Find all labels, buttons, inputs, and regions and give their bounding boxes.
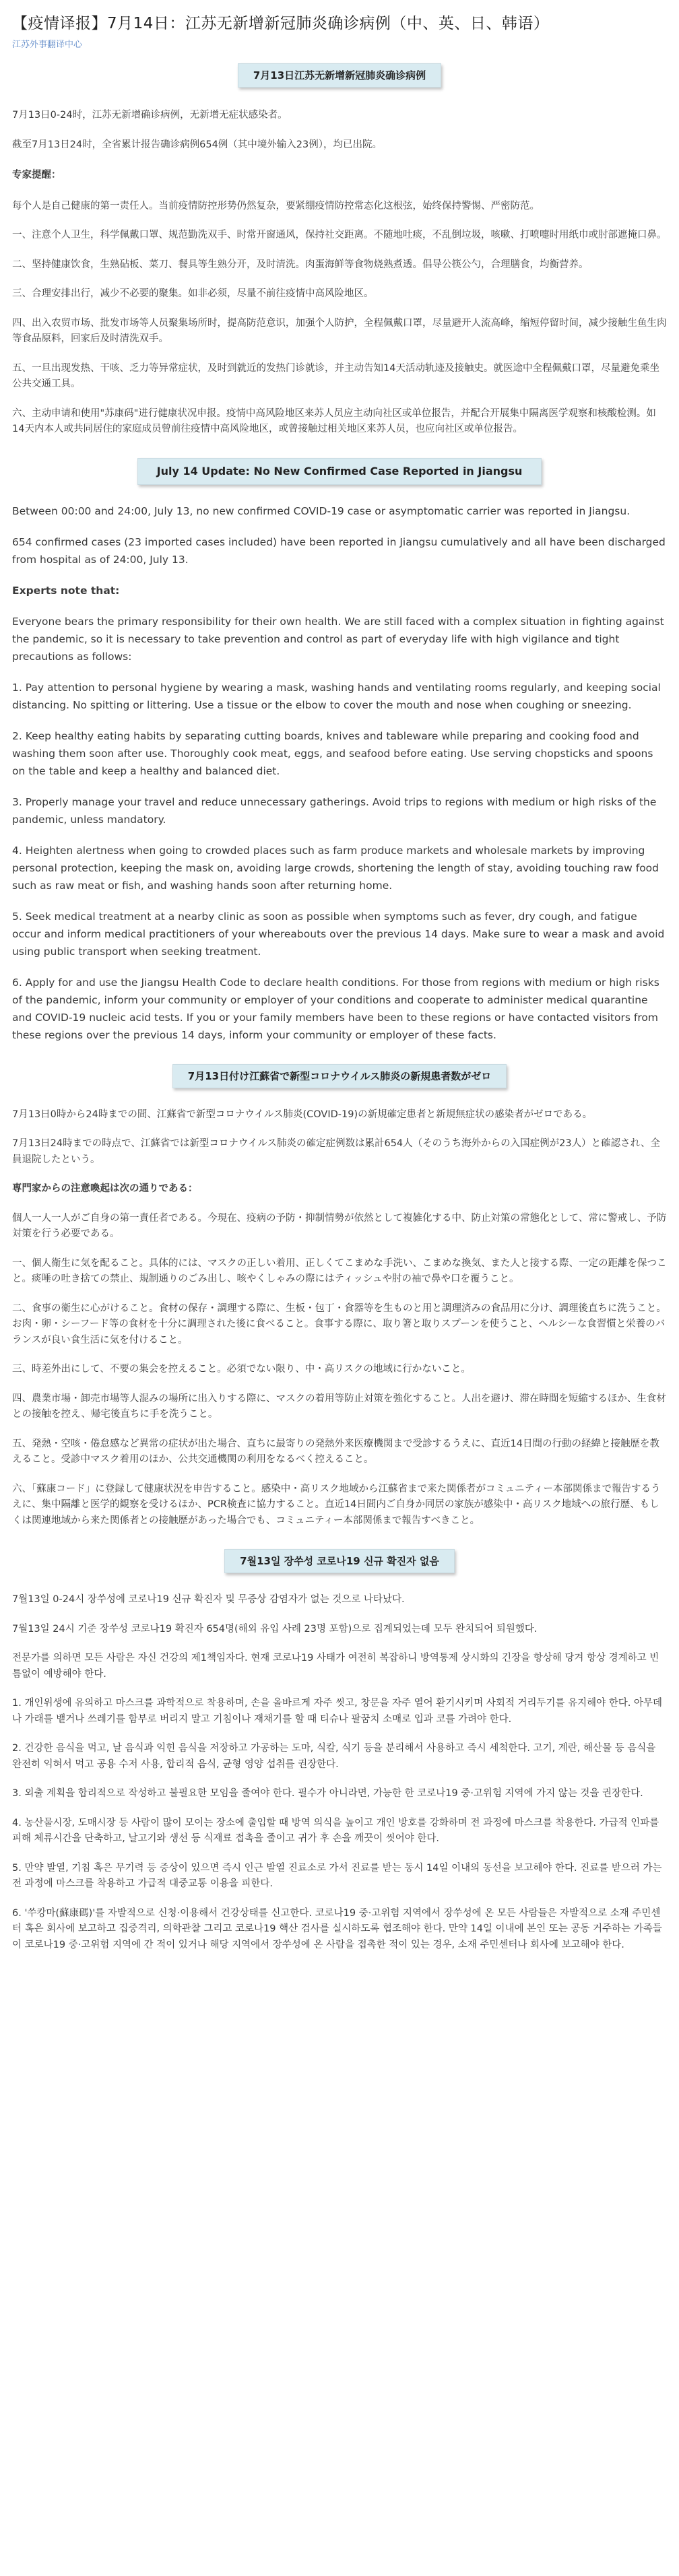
ko-paragraph-1: 7월13일 0-24시 장쑤성에 코로나19 신규 확진자 및 무증상 감염자가 없는 것으로 나타났다.: [12, 1594, 405, 1605]
ja-item-4: 四、農業市場・卸売市場等人混みの場所に出入りする際に、マスクの着用等防止対策を強化すること。人出を避け、滞在時間を短縮するほか、生食材との接触を控え、帰宅後直ちに手を洗うこと。: [12, 1393, 666, 1420]
ja-expert-label: 専門家からの注意喚起は次の通りである：: [12, 1183, 198, 1194]
en-item-1: 1. Pay attention to personal hygiene by wearing a mask, washing hands and ventilating rooms regularly, and keeping social distancing. No spitting or littering. Use a tissue or the elbow to cover the mouth and nose when coughing or sneezing.: [12, 681, 661, 711]
zh-item-5: 五、一旦出现发热、干咳、乏力等异常症状，及时到就近的发热门诊就诊，并主动告知14天活动轨迹及接触史。就医途中全程佩戴口罩，尽量避免乘坐公共交通工具。: [12, 362, 659, 389]
zh-paragraph-1: 7月13日0-24时，江苏无新增确诊病例，无新增无症状感染者。: [12, 110, 288, 121]
ko-item-6: 6. '쑤캉마(蘇康碼)'를 자발적으로 신청·이용해서 건강상태를 신고한다. 코로나19 중·고위험 지역에서 장쑤성에 온 모든 사람들은 자발적으로 소재 주민센터 혹은 회사에 보고하고 집중격리, 의학관찰 그리고 코로나19 핵산 검사를 실시하도록 협조해야 한다. 만약 14일 이내에 본인 또는 공동 거주하는 가족들이 코로나19 중·고위험 지역에 간 적이 있거나 해당 지역에서 장쑤성에 온 사람을 접촉한 적이 있는 경우, 소재 주민센터나 회사에 보고해야 한다.: [12, 1907, 662, 1950]
ja-intro: 個人一人一人がご自身の第一責任者である。今現在、疫病の予防・抑制情勢が依然として複雑化する中、防止対策の常態化として、常に警戒し、予防対策を行う必要である。: [12, 1212, 667, 1239]
zh-item-2: 二、坚持健康饮食，生熟砧板、菜刀、餐具等生熟分开，及时清洗。肉蛋海鲜等食物烧熟煮透。倡导公筷公勺，合理膳食，均衡营养。: [12, 259, 589, 270]
zh-item-6: 六、主动申请和使用"苏康码"进行健康状况申报。疫情中高风险地区来苏人员应主动向社区或单位报告，并配合开展集中隔离医学观察和核酸检测。如14天内本人或共同居住的家庭成员曾前往疫情中高风险地区，或曾接触过相关地区来苏人员，也应向社区或单位报告。: [12, 407, 656, 434]
ja-item-1: 一、個人衛生に気を配ること。具体的には、マスクの正しい着用、正しくてこまめな手洗い、こまめな換気、また人と接する際、一定の距離を保つこと。痰唾の吐き捨ての禁止、規制通りのごみ出し、咳やくしゃみの際にはティッシュや肘の袖で鼻や口を覆うこと。: [12, 1257, 667, 1284]
zh-intro: 每个人是自己健康的第一责任人。当前疫情防控形势仍然复杂，要紧绷疫情防控常态化这根弦，始终保持警惕、严密防范。: [12, 200, 540, 211]
ja-section-heading-wrap: [12, 1064, 667, 1088]
zh-item-1: 一、注意个人卫生，科学佩戴口罩、规范勤洗双手、时常开窗通风，保持社交距离。不随地吐痰，不乱倒垃圾，咳嗽、打喷嚏时用纸巾或肘部遮掩口鼻。: [12, 230, 667, 240]
ko-paragraph-2: 7월13일 24시 기준 장쑤성 코로나19 확진자 654명(해외 유입 사례 23명 포함)으로 집계되었는데 모두 완치되어 퇴원했다.: [12, 1623, 538, 1634]
en-item-4: 4. Heighten alertness when going to crowded places such as farm produce markets and wholesale markets by improving personal protection, keeping the mask on, avoiding large crowds, shortening the length of stay, avoiding touching raw food such as raw meat or fish, and washing hands soon after returning home.: [12, 844, 659, 892]
ko-intro: 전문가를 의하면 모든 사람은 자신 건강의 제1책임자다. 현재 코로나19 사태가 여전히 복잡하니 방역통제 상시화의 긴장을 항상해 당겨 항상 경계하고 빈틈없이 예방해야 한다.: [12, 1653, 659, 1680]
ja-paragraph-1: 7月13日0時から24時までの間、江蘇省で新型コロナウイルス肺炎(COVID-19)の新規確定患者と新規無症状の感染者がゼロである。: [12, 1109, 593, 1120]
source-link[interactable]: 江苏外事翻译中心: [12, 40, 83, 50]
ja-item-2: 二、食事の衛生に心がけること。食材の保存・調理する際に、生板・包丁・食器等を生ものと用と調理済みの食品用に分け、調理後直ちに洗うこと。お肉・卵・シーフード等の食材を十分に調理された後に食べること。食事する際に、取り箸と取りスプーンを使うこと、ヘルシーな食習慣と栄養のバランスが良い食生活に気を付けること。: [12, 1302, 666, 1346]
en-item-3: 3. Properly manage your travel and reduce unnecessary gatherings. Avoid trips to regions with medium or high risks of the pandemic, unless mandatory.: [12, 795, 657, 826]
en-item-2: 2. Keep healthy eating habits by separating cutting boards, knives and tableware while preparing and cooking food and washing them soon after use. Thoroughly cook meat, eggs, and seafood before eating. Use serving chopsticks and spoons on the table and keep a healthy and balanced diet.: [12, 729, 653, 777]
en-paragraph-1: Between 00:00 and 24:00, July 13, no new confirmed COVID-19 case or asymptomatic carrier was reported in Jiangsu.: [12, 504, 630, 517]
zh-section-heading-wrap: [12, 63, 667, 88]
ko-section-heading: 7월13일 장쑤성 코로나19 신규 확진자 없음: [224, 1549, 455, 1573]
ja-item-3: 三、時差外出にして、不要の集会を控えること。必須でない限り、中・高リスクの地域に行かないこと。: [12, 1364, 471, 1375]
ko-item-5: 5. 만약 발열, 기침 혹은 무기력 등 증상이 있으면 즉시 인근 발열 진료소로 가서 진료를 받는 동시 14일 이내의 동선을 보고해야 한다. 진료를 받으러 가는 전 과정에 마스크를 착용하고 가급적 대중교통 이용을 피한다.: [12, 1862, 662, 1889]
ko-section-heading-wrap: [12, 1549, 667, 1573]
en-expert-label: Experts note that:: [12, 584, 120, 597]
zh-item-4: 四、出入农贸市场、批发市场等人员聚集场所时，提高防范意识，加强个人防护，全程佩戴口罩，尽量避开人流高峰，缩短停留时间，减少接触生鱼生肉等食品原料，回家后及时清洗双手。: [12, 317, 667, 344]
ko-item-1: 1. 개인위생에 유의하고 마스크를 과학적으로 착용하며, 손을 올바르게 자주 씻고, 창문을 자주 열어 환기시키며 사회적 거리두기를 유지해야 한다. 아무데나 가래를 뱉거나 쓰레기를 함부로 버리지 말고 기침이나 재채기를 할 때 티슈나 팔꿈치 소매로 입과 코를 가려야 한다.: [12, 1698, 663, 1725]
zh-expert-label: 专家提醒：: [12, 170, 61, 180]
ko-item-2: 2. 건강한 음식을 먹고, 날 음식과 익힌 음식을 저장하고 가공하는 도마, 식칼, 식기 등을 분리해서 사용하고 즉시 세척한다. 고기, 계란, 해산물 등 음식을 완전히 익혀서 먹고 공용 수저 사용, 합리적 음식, 균형 영양 섭취를 권장한다.: [12, 1743, 656, 1770]
ja-item-5: 五、発熱・空咳・倦怠感など異常の症状が出た場合、直ちに最寄りの発熱外来医療機関まで受診するうえに、直近14日間の行動の経緯と接触歴を教えること。受診中マスク着用のほか、公共交通機関の利用をなるべく控えること。: [12, 1438, 659, 1465]
ja-section-heading: 7月13日付け江蘇省で新型コロナウイルス肺炎の新規患者数がゼロ: [172, 1064, 507, 1088]
ja-paragraph-2: 7月13日24時までの時点で、江蘇省では新型コロナウイルス肺炎の確定症例数は累計654人（そのうち海外からの入国症例が23人）と確認され、全員退院したという。: [12, 1138, 660, 1165]
en-section-heading: July 14 Update: No New Confirmed Case Reported in Jiangsu: [137, 458, 542, 485]
en-paragraph-2: 654 confirmed cases (23 imported cases included) have been reported in Jiangsu cumulatively and all have been discharged from hospital as of 24:00, July 13.: [12, 535, 666, 566]
zh-paragraph-2: 截至7月13日24时，全省累计报告确诊病例654例（其中境外输入23例），均已出院。: [12, 139, 383, 150]
en-section-heading-wrap: [12, 458, 667, 485]
ko-item-4: 4. 농산물시장, 도매시장 등 사람이 많이 모이는 장소에 출입할 때 방역 의식을 높이고 개인 방호를 강화하며 전 과정에 마스크를 착용한다. 가급적 인파를 피해 체류시간을 단축하고, 날고기와 생선 등 식재료 접촉을 줄이고 귀가 후 손을 깨끗이 씻어야 한다.: [12, 1817, 659, 1844]
ko-item-3: 3. 외출 계획을 합리적으로 작성하고 불필요한 모임을 줄여야 한다. 필수가 아니라면, 가능한 한 코로나19 중·고위험 지역에 가지 않는 것을 권장한다.: [12, 1788, 643, 1799]
en-item-6: 6. Apply for and use the Jiangsu Health Code to declare health conditions. For those from regions with medium or high risks of the pandemic, inform your community or employer of your conditions and cooperate to administer medical quarantine and COVID-19 nucleic acid tests. If you or your family members have been to these regions or have contacted visitors from these regions over the previous 14 days, inform your community or employer of these facts.: [12, 976, 659, 1041]
ja-item-6: 六、「蘇康コード」に登録して健康状況を申告すること。感染中・高リスク地域から江蘇省まで来た関係者がコミュニティー本部関係まで報告するうえに、集中隔離と医学的観察を受けるほか、PCR検査に協力すること。直近14日間内ご自身か同居の家族が感染中・高リスク地域への旅行歴、もしくは関連地域から来た関係者との接触歴があった場合でも、コミュニティー本部関係まで報告すべきこと。: [12, 1483, 661, 1526]
article-title: 【疫情译报】7月14日：江苏无新增新冠肺炎确诊病例（中、英、日、韩语）: [12, 15, 550, 32]
en-item-5: 5. Seek medical treatment at a nearby clinic as soon as possible when symptoms such as fever, dry cough, and fatigue occur and inform medical practitioners of your whereabouts over the previous 14 days. Make sure to wear a mask and avoid using public transport when seeking treatment.: [12, 910, 665, 958]
zh-item-3: 三、合理安排出行，减少不必要的聚集。如非必须，尽量不前往疫情中高风险地区。: [12, 288, 374, 299]
en-intro: Everyone bears the primary responsibility for their own health. We are still faced with a complex situation in fighting against the pandemic, so it is necessary to take prevention and control as part of everyday life with high vigilance and tight precautions as follows:: [12, 615, 664, 663]
zh-section-heading: 7月13日江苏无新增新冠肺炎确诊病例: [238, 63, 441, 88]
